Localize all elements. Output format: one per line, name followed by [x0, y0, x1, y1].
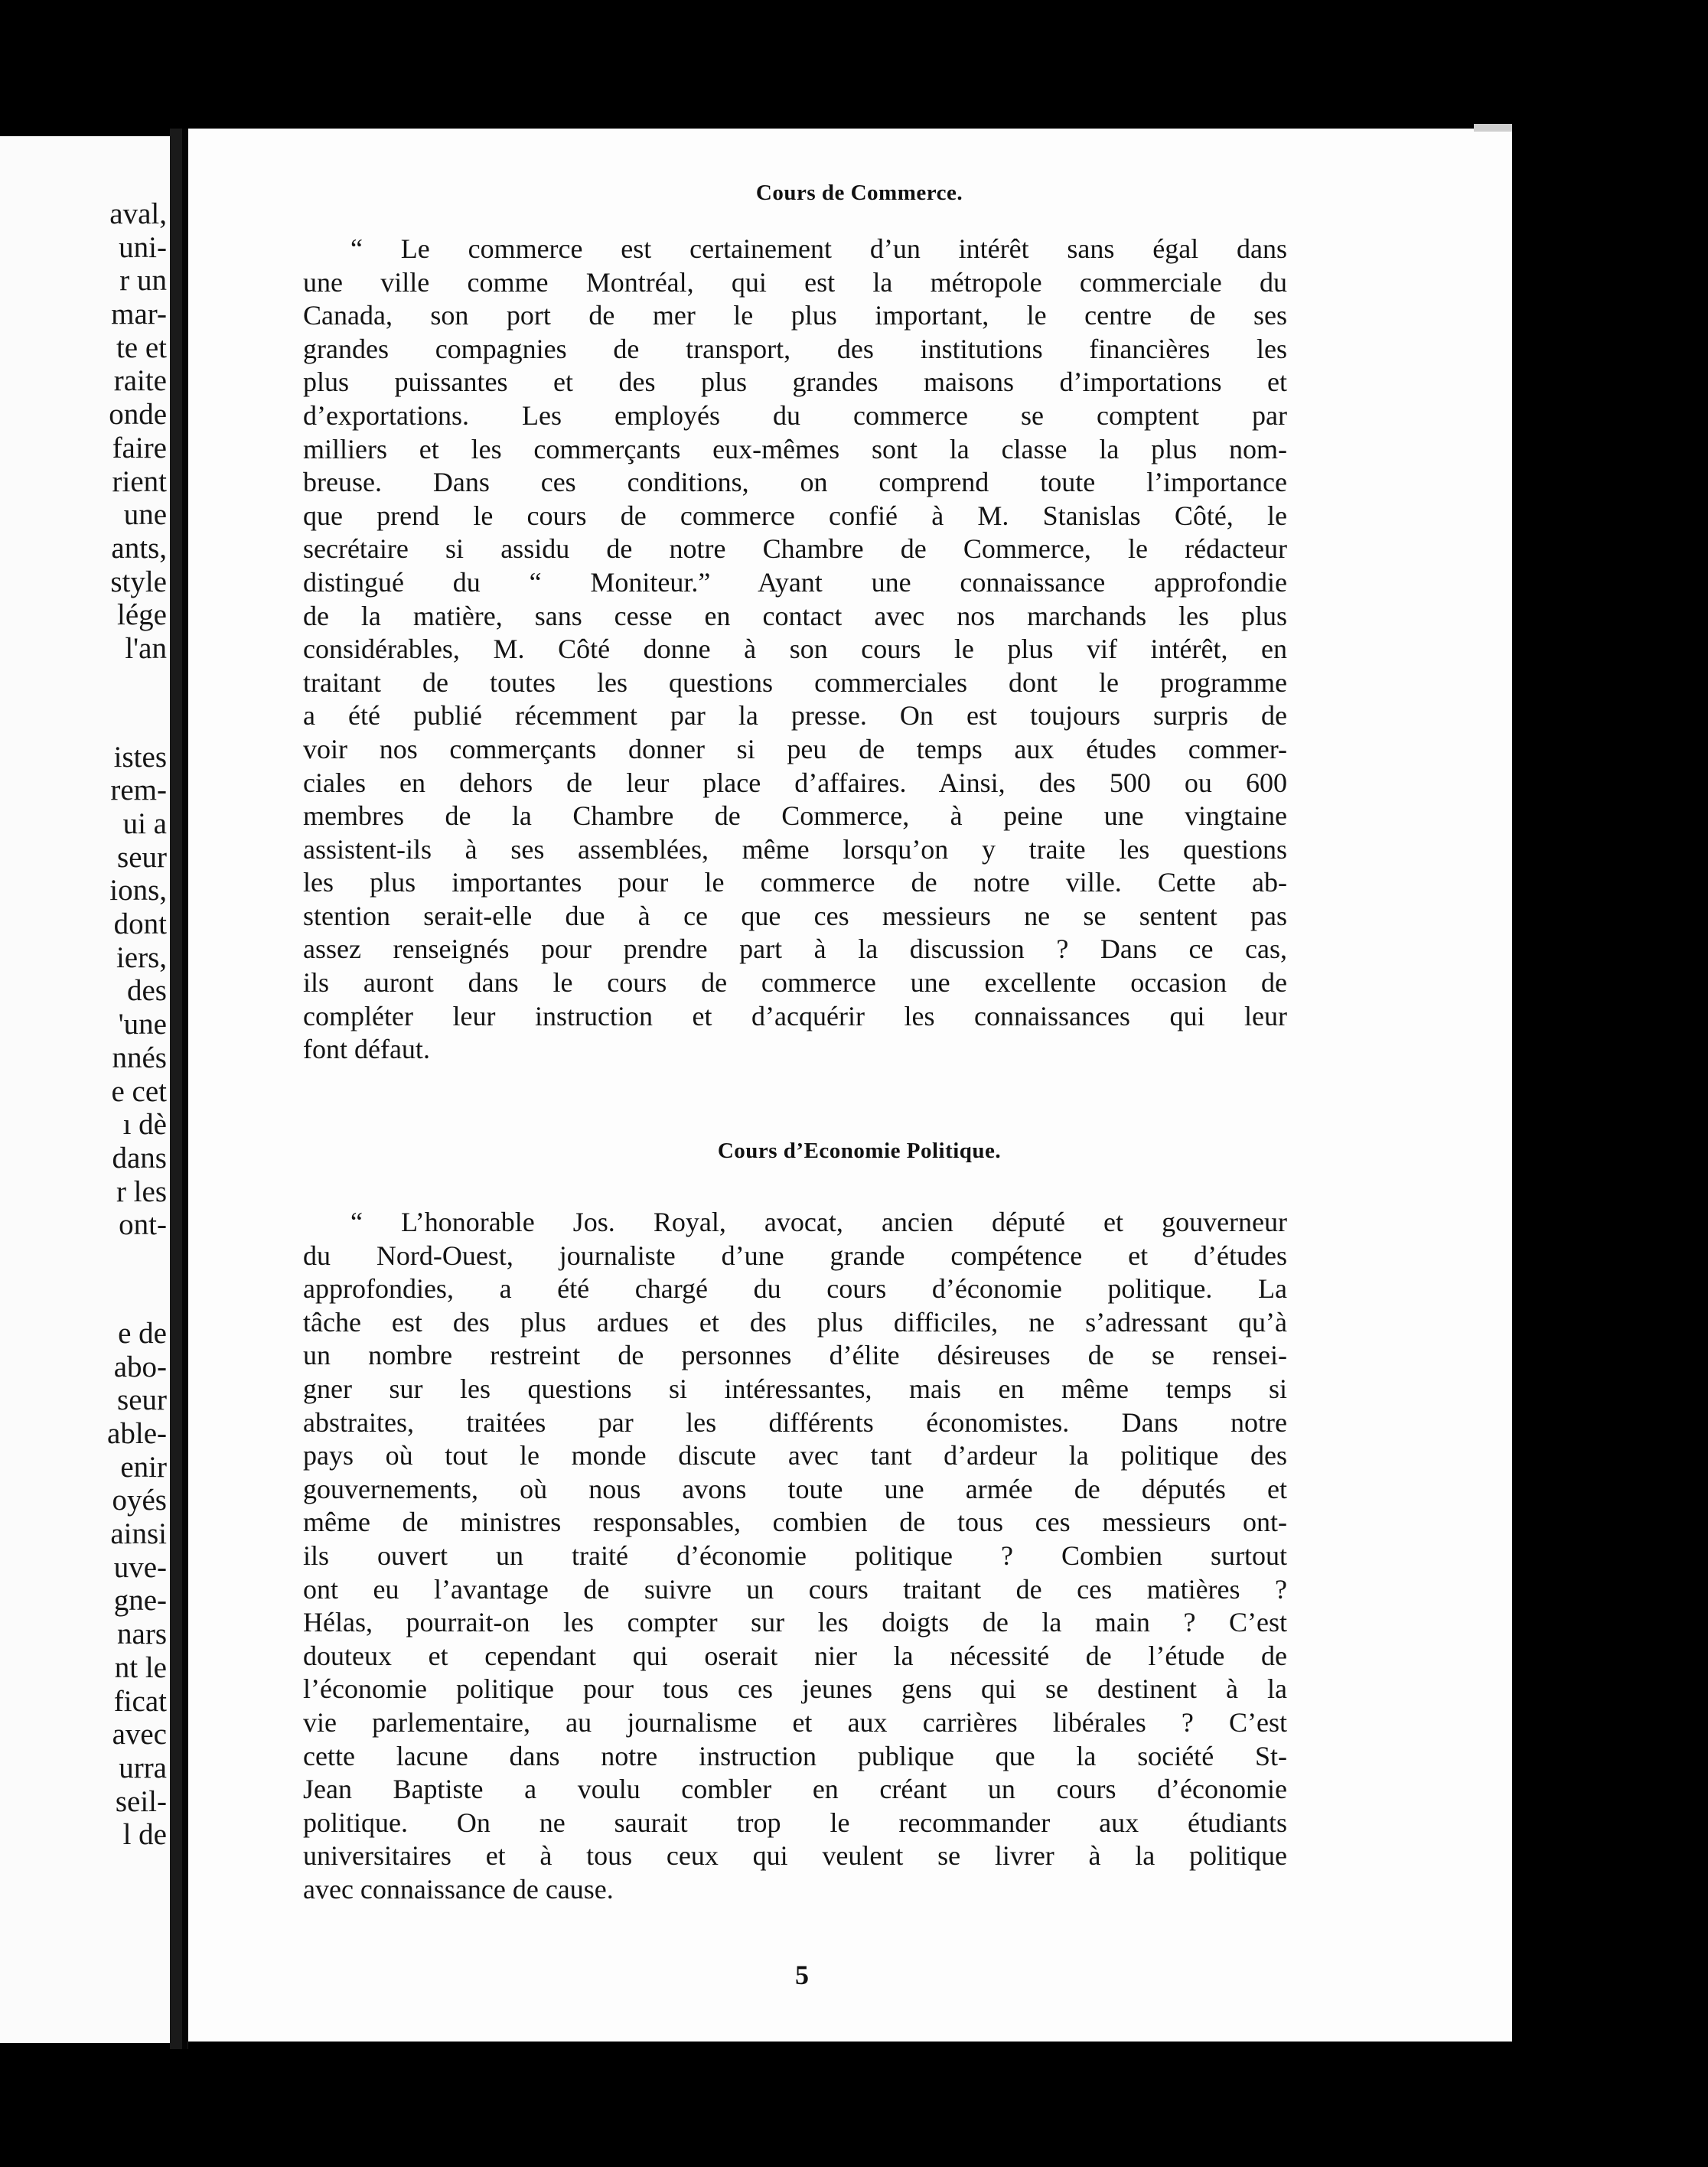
text-line: secrétaire si assidu de notre Chambre de Commerce, le rédacteur	[303, 533, 1287, 565]
left-page-line: ı dè	[122, 1108, 167, 1142]
text-line: un nombre restreint de personnes d’élite désireuses de se rensei-	[303, 1340, 1287, 1371]
left-page-line: r un	[119, 264, 167, 298]
left-page-line: dans	[112, 1141, 167, 1175]
left-page-line: nnés	[112, 1041, 167, 1074]
left-page-line: ont-	[119, 1208, 167, 1242]
previous-page-fragment	[0, 136, 170, 2043]
left-page-line: abo-	[113, 1350, 167, 1383]
text-line: approfondies, a été chargé du cours d’économie politique. La	[303, 1273, 1287, 1305]
left-page-line: raite	[113, 364, 167, 398]
paragraph-commerce	[303, 233, 1287, 1067]
gutter-rule	[182, 129, 187, 2049]
section-heading-commerce: Cours de Commerce.	[755, 181, 963, 205]
left-page-line: uni-	[119, 230, 167, 264]
text-line: Canada, son port de mer le plus important, le centre de ses	[303, 300, 1287, 331]
left-page-line: enir	[120, 1450, 167, 1484]
text-line: stention serait-elle due à ce que ces messieurs ne se sentent pas	[303, 900, 1287, 931]
left-page-line: rem-	[110, 774, 167, 807]
text-line: “ Le commerce est certainement d’un intérêt sans égal dans	[350, 233, 1287, 264]
text-line: milliers et les commerçants eux-mêmes sont la classe la plus nom-	[303, 433, 1287, 464]
text-line: ont eu l’avantage de suivre un cours traitant de ces matières ?	[303, 1573, 1287, 1605]
text-line: les plus importantes pour le commerce de notre ville. Cette ab-	[303, 867, 1287, 898]
text-line: grandes compagnies de transport, des institutions financières les	[303, 333, 1287, 364]
text-line: cette lacune dans notre instruction publique que la société St-	[303, 1740, 1287, 1771]
text-line: ciales en dehors de leur place d’affaires. Ainsi, des 500 ou 600	[303, 767, 1287, 798]
text-line: considérables, M. Côté donne à son cours le plus vif intérêt, en	[303, 634, 1287, 665]
left-page-line: oyés	[112, 1484, 167, 1517]
left-page-line: l de	[122, 1818, 167, 1852]
text-line: gner sur les questions si intéressantes, mais en même temps si	[303, 1373, 1287, 1404]
text-line: l’économie politique pour tous ces jeunes gens qui se destinent à la	[303, 1673, 1287, 1705]
left-page-line: istes	[113, 740, 167, 774]
left-page-line: nt le	[114, 1651, 167, 1684]
text-line: assez renseignés pour prendre part à la discussion ? Dans ce cas,	[303, 934, 1287, 965]
paragraph-gap	[6, 1242, 167, 1317]
text-line: que prend le cours de commerce confié à M. Stanislas Côté, le	[303, 500, 1287, 531]
text-line: breuse. Dans ces conditions, on comprend toute l’importance	[303, 467, 1287, 498]
text-line: distingué du “ Moniteur.” Ayant une connaissance approfondie	[303, 566, 1287, 598]
left-page-line: ions,	[109, 874, 167, 908]
left-page-line: e de	[118, 1316, 167, 1350]
text-line: voir nos commerçants donner si peu de temps aux études commer-	[303, 733, 1287, 764]
paragraph-economie	[303, 1206, 1287, 1906]
text-line: pays où tout le monde discute avec tant d’ardeur la politique des	[303, 1440, 1287, 1471]
previous-page-text	[6, 136, 167, 1852]
left-page-line: lége	[117, 598, 167, 632]
scan-edge-mark	[1474, 124, 1512, 132]
text-line: membres de la Chambre de Commerce, à peine une vingtaine	[303, 800, 1287, 832]
left-page-line: rient	[112, 464, 167, 498]
text-line: gouvernements, où nous avons toute une armée de députés et	[303, 1473, 1287, 1504]
text-line: même de ministres responsables, combien de tous ces messieurs ont-	[303, 1507, 1287, 1538]
text-line: universitaires et à tous ceux qui veulent se livrer à la politique	[303, 1840, 1287, 1872]
left-page-line: ainsi	[110, 1517, 167, 1551]
paragraph-gap	[6, 666, 167, 741]
text-line: compléter leur instruction et d’acquérir les connaissances qui leur	[303, 1000, 1287, 1031]
text-line: d’exportations. Les employés du commerce se comptent par	[303, 399, 1287, 431]
left-page-line: seur	[117, 1383, 167, 1417]
text-line: ils auront dans le cours de commerce une excellente occasion de	[303, 967, 1287, 999]
left-page-line: e cet	[111, 1074, 167, 1108]
left-page-line: able-	[107, 1417, 167, 1450]
text-line: Jean Baptiste a voulu combler en créant un cours d’économie	[303, 1774, 1287, 1805]
left-page-line: ficat	[113, 1684, 167, 1718]
text-line: ils ouvert un traité d’économie politique ? Combien surtout	[303, 1540, 1287, 1571]
text-line: du Nord-Ouest, journaliste d’une grande compétence et d’études	[303, 1240, 1287, 1271]
left-page-line: ants,	[111, 531, 167, 565]
left-page-line: seil-	[115, 1784, 167, 1818]
left-page-line: faire	[112, 431, 167, 464]
left-page-line: r les	[116, 1175, 167, 1208]
left-page-line: dont	[113, 908, 167, 941]
left-page-line: ui a	[122, 807, 167, 840]
text-line: vie parlementaire, au journalisme et aux carrières libérales ? C’est	[303, 1706, 1287, 1738]
left-page-line: 'une	[118, 1008, 167, 1041]
text-line: tâche est des plus ardues et des plus difficiles, ne s’adressant qu’à	[303, 1306, 1287, 1338]
left-page-line: des	[127, 974, 167, 1008]
left-page-line: seur	[117, 840, 167, 874]
left-page-line: te et	[116, 331, 167, 364]
left-page-line: urra	[119, 1751, 167, 1784]
left-page-line: uve-	[113, 1550, 167, 1584]
left-page-line: une	[123, 498, 167, 532]
page-number: 5	[795, 1960, 809, 1990]
section-heading-economie: Cours d’Economie Politique.	[717, 1139, 1002, 1163]
document-page	[188, 129, 1512, 2042]
text-line: “ L’honorable Jos. Royal, avocat, ancien député et gouverneur	[350, 1207, 1287, 1237]
text-line: une ville comme Montréal, qui est la métropole commerciale du	[303, 266, 1287, 298]
text-line: de la matière, sans cesse en contact avec nos marchands les plus	[303, 600, 1287, 631]
left-page-line: mar-	[111, 298, 167, 331]
left-page-line: avec	[112, 1718, 167, 1752]
text-line: douteux et cependant qui oserait nier la nécessité de l’étude de	[303, 1640, 1287, 1671]
left-page-line: onde	[109, 398, 167, 432]
text-line: politique. On ne saurait trop le recommander aux étudiants	[303, 1807, 1287, 1838]
left-page-line: iers,	[116, 940, 167, 974]
left-page-line: gne-	[113, 1584, 167, 1618]
left-page-line: style	[110, 565, 167, 598]
text-line: traitant de toutes les questions commerciales dont le programme	[303, 666, 1287, 698]
text-line: avec connaissance de cause.	[303, 1873, 614, 1905]
text-line: font défaut.	[303, 1034, 430, 1065]
text-line: Hélas, pourrait-on les compter sur les doigts de la main ? C’est	[303, 1607, 1287, 1638]
text-line: assistent-ils à ses assemblées, même lorsqu’on y traite les questions	[303, 833, 1287, 865]
text-line: plus puissantes et des plus grandes maisons d’importations et	[303, 367, 1287, 398]
text-line: abstraites, traitées par les différents économistes. Dans notre	[303, 1406, 1287, 1438]
left-page-line: l'an	[125, 631, 167, 665]
left-page-line: nars	[117, 1618, 167, 1651]
text-line: a été publié récemment par la presse. On est toujours surpris de	[303, 700, 1287, 732]
left-page-line: aval,	[109, 197, 167, 230]
